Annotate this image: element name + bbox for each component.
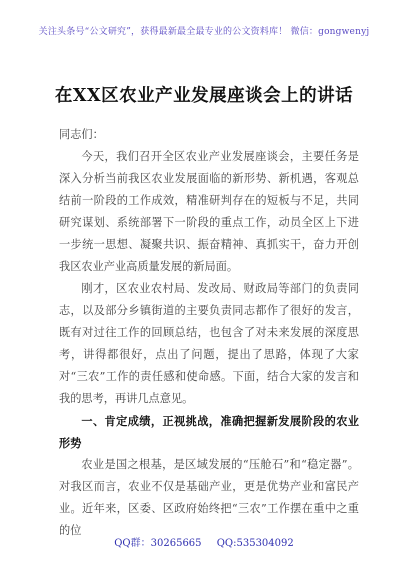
footer-qq-group: QQ群：30265665 bbox=[114, 538, 202, 549]
section-paragraph: 农业是国之根基，是区域发展的“压舱石”和“稳定器”。对我区而言，农业不仅是基础产业，更是优势产业和富民产业。近年来，区委、区政府始终把“三农”工作摆在重中之重的位 bbox=[59, 458, 359, 537]
paragraph-opening: 今天，我们召开全区农业产业发展座谈会，主要任务是深入分析当前我区农业发展面临的新形势、新机遇，客观总结前一阶段的工作成效，精准研判存在的短板与不足，共同研究谋划、系统部署下一阶段的重点工作，动员全区上下进一步统一思想、凝聚共识、振奋精神、真抓实干，奋力开创我区农业产业高质量发展的新局面。 bbox=[59, 150, 359, 273]
document-body bbox=[59, 124, 359, 542]
footer-qq: QQ:535304092 bbox=[216, 538, 294, 549]
section-heading: 一、肯定成绩，正视挑战，准确把握新发展阶段的农业形势 bbox=[59, 414, 359, 450]
salutation: 同志们： bbox=[59, 128, 104, 141]
paragraph-remarks: 刚才，区农业农村局、发改局、财政局等部门的负责同志，以及部分乡镇街道的主要负责同志都作了很好的发言，既有对过往工作的回顾总结，也包含了对未来发展的深度思考，讲得都很好，点出了问题，提出了思路，体现了大家对“三农”工作的责任感和使命感。下面，结合大家的发言和我的思考，再讲几点意见。 bbox=[59, 282, 359, 405]
header-note: 关注头条号“公文研究”，获得最新最全最专业的公文资料库！ 微信：gongwenyj bbox=[38, 27, 370, 37]
document-title: 在XX区农业产业发展座谈会上的讲话 bbox=[54, 86, 354, 106]
footer-contact bbox=[0, 534, 408, 549]
